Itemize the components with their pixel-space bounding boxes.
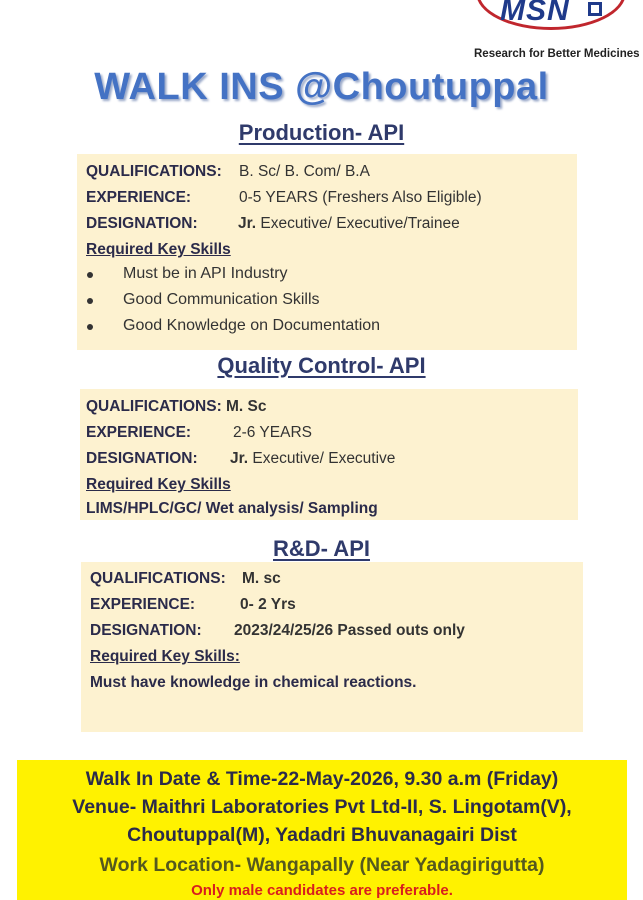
designation-prefix: Jr. [230, 450, 249, 467]
venue-line-1: Venue- Maithri Laboratories Pvt Ltd-II, S. Lingotam(V), [72, 796, 572, 818]
skills-text: LIMS/HPLC/GC/ Wet analysis/ Sampling [86, 500, 378, 517]
page-title: WALK INS @Choutuppal [94, 66, 549, 108]
designation-value: Executive/ Executive [248, 450, 396, 467]
section-heading-quality-control: Quality Control- API [217, 353, 426, 378]
experience-value: 0- 2 Yrs [240, 596, 296, 613]
logo-square-mark [588, 2, 602, 16]
walk-in-date-time: Walk In Date & Time-22-May-2026, 9.30 a.m (Friday) [85, 768, 559, 790]
qualifications-value: M. Sc [226, 398, 267, 415]
qualifications-value: M. sc [242, 570, 281, 587]
bullet-icon [87, 324, 93, 330]
experience-value: 0-5 YEARS (Freshers Also Eligible) [239, 189, 482, 206]
work-location: Work Location- Wangapally (Near Yadagirigutta) [99, 854, 545, 876]
qualifications-label: QUALIFICATIONS: [90, 570, 226, 587]
qualifications-value: B. Sc/ B. Com/ B.A [239, 163, 370, 180]
skills-heading: Required Key Skills [86, 476, 231, 493]
section-heading-production: Production- API [238, 120, 405, 145]
walk-in-banner [17, 760, 627, 900]
quality-control-details-box [80, 389, 578, 520]
bullet-icon [87, 298, 93, 304]
designation-prefix: Jr. [238, 215, 257, 232]
skills-heading: Required Key Skills: [90, 648, 240, 665]
skills-text: Must have knowledge in chemical reactions. [90, 674, 417, 691]
venue-line-2: Choutuppal(M), Yadadri Bhuvanagairi Dist [127, 824, 517, 846]
skills-heading: Required Key Skills [86, 241, 231, 258]
section-heading-rnd: R&D- API [273, 536, 370, 561]
production-details-box: QUALIFICATIONS: B. Sc/ B. Com/ B.A EXPERIENCE: 0-5 YEARS (Freshers Also Eligible) DESIGNATION: Jr. Executive/ Executive/Trainee Required Key Skills Must be in API Industry Good Communication Skills Good Knowledge on Documentation [77, 154, 577, 350]
designation-label: DESIGNATION: [86, 450, 198, 467]
candidate-note: Only male candidates are preferable. [191, 882, 453, 899]
designation-value: 2023/24/25/26 Passed outs only [234, 622, 465, 639]
logo-tagline: Research for Better Medicines [474, 48, 640, 60]
rnd-details-box [81, 562, 583, 732]
logo-letters: MSN [500, 0, 570, 27]
experience-label: EXPERIENCE: [90, 596, 196, 613]
designation-value: Executive/ Executive/Trainee [256, 215, 460, 232]
qualifications-label: QUALIFICATIONS: [86, 398, 222, 415]
designation-label: DESIGNATION: [86, 215, 198, 232]
bullet-icon [87, 272, 93, 278]
experience-label: EXPERIENCE: [86, 424, 192, 441]
company-logo [470, 0, 643, 66]
qualifications-label: QUALIFICATIONS: [86, 163, 222, 180]
experience-label: EXPERIENCE: [86, 189, 192, 206]
designation-label: DESIGNATION: [90, 622, 202, 639]
experience-value: 2-6 YEARS [233, 424, 312, 441]
